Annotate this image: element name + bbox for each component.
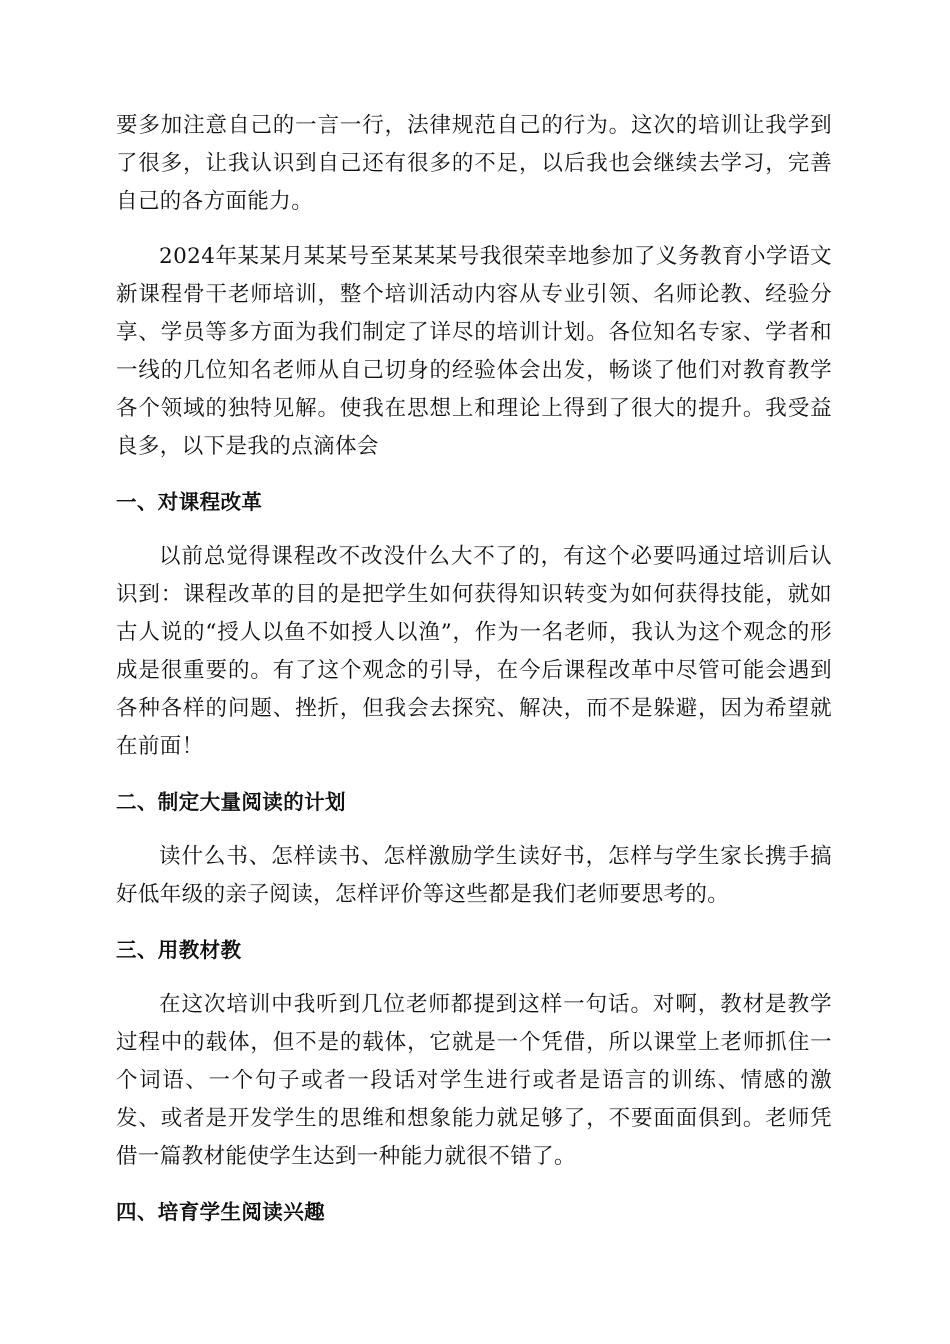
- section-text-2: 读什么书、怎样读书、怎样激励学生读好书，怎样与学生家长携手搞好低年级的亲子阅读，怎样评价等这些都是我们老师要思考的。: [116, 844, 832, 907]
- section-heading-4: 四、培育学生阅读兴趣: [116, 1200, 325, 1224]
- section-heading-1: 一、对课程改革: [116, 490, 263, 514]
- section-heading-2: 二、制定大量阅读的计划: [116, 790, 346, 814]
- document-body: [116, 107, 832, 1248]
- section-text-1: 以前总觉得课程改不改没什么大不了的，有这个必要吗通过培训后认识到：课程改革的目的是把学生如何获得知识转变为如何获得技能，就如古人说的“授人以鱼不如授人以渔”，作为一名老师，我认为这个观念的形成是很重要的。有了这个观念的引导，在今后课程改革中尽管可能会遇到各种各样的问题、挫折，但我会去探究、解决，而不是躲避，因为希望就在前面！: [116, 544, 832, 759]
- paragraph-continuation: 要多加注意自己的一言一行，法律规范自己的行为。这次的培训让我学到了很多，让我认识到自己还有很多的不足，以后我也会继续去学习，完善自己的各方面能力。: [116, 113, 832, 214]
- section-text-3: 在这次培训中我听到几位老师都提到这样一句话。对啊，教材是教学过程中的载体，但不是的载体，它就是一个凭借，所以课堂上老师抓住一个词语、一个句子或者一段话对学生进行或者是语言的训练、情感的激发、或者是开发学生的思维和想象能力就足够了，不要面面俱到。老师凭借一篇教材能使学生达到一种能力就很不错了。: [116, 992, 832, 1169]
- paragraph-intro: 2024年某某月某某号至某某某号我很荣幸地参加了义务教育小学语文新课程骨干老师培训，整个培训活动内容从专业引领、名师论教、经验分享、学员等多方面为我们制定了详尽的培训计划。各位知名专家、学者和一线的几位知名老师从自己切身的经验体会出发，畅谈了他们对教育教学各个领域的独特见解。使我在思想上和理论上得到了很大的提升。我受益良多，以下是我的点滴体会: [116, 244, 832, 459]
- section-heading-3: 三、用教材教: [116, 938, 242, 962]
